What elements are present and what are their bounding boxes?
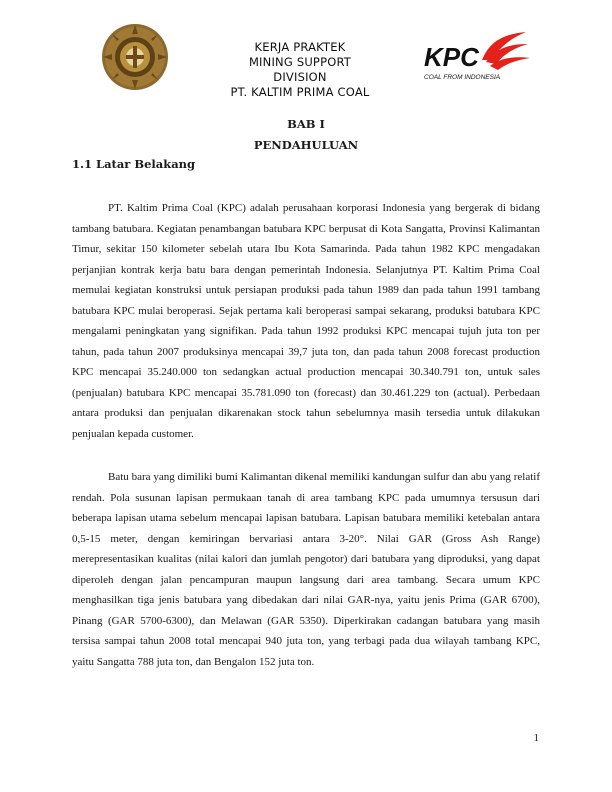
page-number: 1	[533, 732, 539, 744]
header-line-division: DIVISION	[273, 70, 327, 84]
header-line-mining-support: MINING SUPPORT	[248, 55, 352, 69]
kpc-logo	[420, 30, 530, 86]
kpc-logo-tagline: COAL FROM INDONESIA	[424, 74, 501, 81]
header-line-company: PT. KALTIM PRIMA COAL	[230, 85, 370, 96]
paragraph-coal-characteristics: Batu bara yang dimiliki bumi Kalimantan dikenal memiliki kandungan sulfur dan abu yang relatif rendah. Pola susunan lapisan permukaan tanah di area tambang KPC pada umumnya tersusun dari beberapa lapisan utama sebelum mencapai lapisan batubara. Lapisan batubara memiliki ketebalan antara 0,5-15 meter, dengan kemiringan bervariasi antara 3-20°. Nilai GAR (Gross Ash Range) merepresentasikan kualitas (nilai kalori dan jumlah pengotor) dari batubara yang diproduksi, yang dapat diperoleh dengan jalan pencampuran maupun langsung dari area tambang. Secara umum KPC menghasilkan tiga jenis batubara yang dibedakan dari nilai GAR-nya, yaitu jenis Prima (GAR 6700), Pinang (GAR 5700-6300), dan Melawan (GAR 5350). Diperkirakan cadangan batubara yang masih tersisa sampai tahun 2008 total mencapai 940 juta ton, yang terbagi pada dua wilayah tambang KPC, yaitu Sangatta 788 juta ton, dan Bengalon 152 juta ton.	[72, 471, 540, 668]
section-title: 1.1 Latar Belakang	[72, 157, 196, 171]
paragraph-company-overview: PT. Kaltim Prima Coal (KPC) adalah perusahaan korporasi Indonesia yang bergerak di bidang tambang batubara. Kegiatan penambangan batubara KPC berpusat di Kota Sangatta, Provinsi Kalimantan Timur, sekitar 150 kilometer sebelah utara Ibu Kota Samarinda. Pada tahun 1982 KPC mengadakan perjanjian kontrak kerja batu bara dengan pemerintah Indonesia. Selanjutnya PT. Kaltim Prima Coal memulai kegiatan konstruksi untuk persiapan produksi pada tahun 1989 dan pada tahun 1991 tambang batubara KPC mulai beroperasi. Sejak pertama kali beroperasi sampai sekarang, produksi batubara KPC mengalami peningkatan yang signifikan. Pada tahun 1992 produksi KPC mencapai tujuh juta ton per tahun, pada tahun 2007 produksinya mencapai 39,7 juta ton, dan pada tahun 2008 forecast production KPC mencapai 35.240.000 ton sedangkan actual production mencapai 30.340.791 ton, untuk sales (penjualan) batubara KPC mencapai 35.781.090 ton (forecast) dan 30.461.229 ton (actual). Perbedaan antara produksi dan penjualan dikarenakan stock tahun sebelumnya masih tersedia untuk dilakukan penjualan kepada customer.	[72, 202, 540, 440]
report-header	[205, 40, 395, 96]
university-seal-logo	[100, 22, 170, 92]
chapter-number: BAB I	[287, 117, 325, 131]
chapter-title: PENDAHULUAN	[253, 138, 359, 152]
kpc-logo-wordmark: KPC	[424, 42, 479, 72]
header-line-kerja-praktek: KERJA PRAKTEK	[254, 40, 346, 54]
